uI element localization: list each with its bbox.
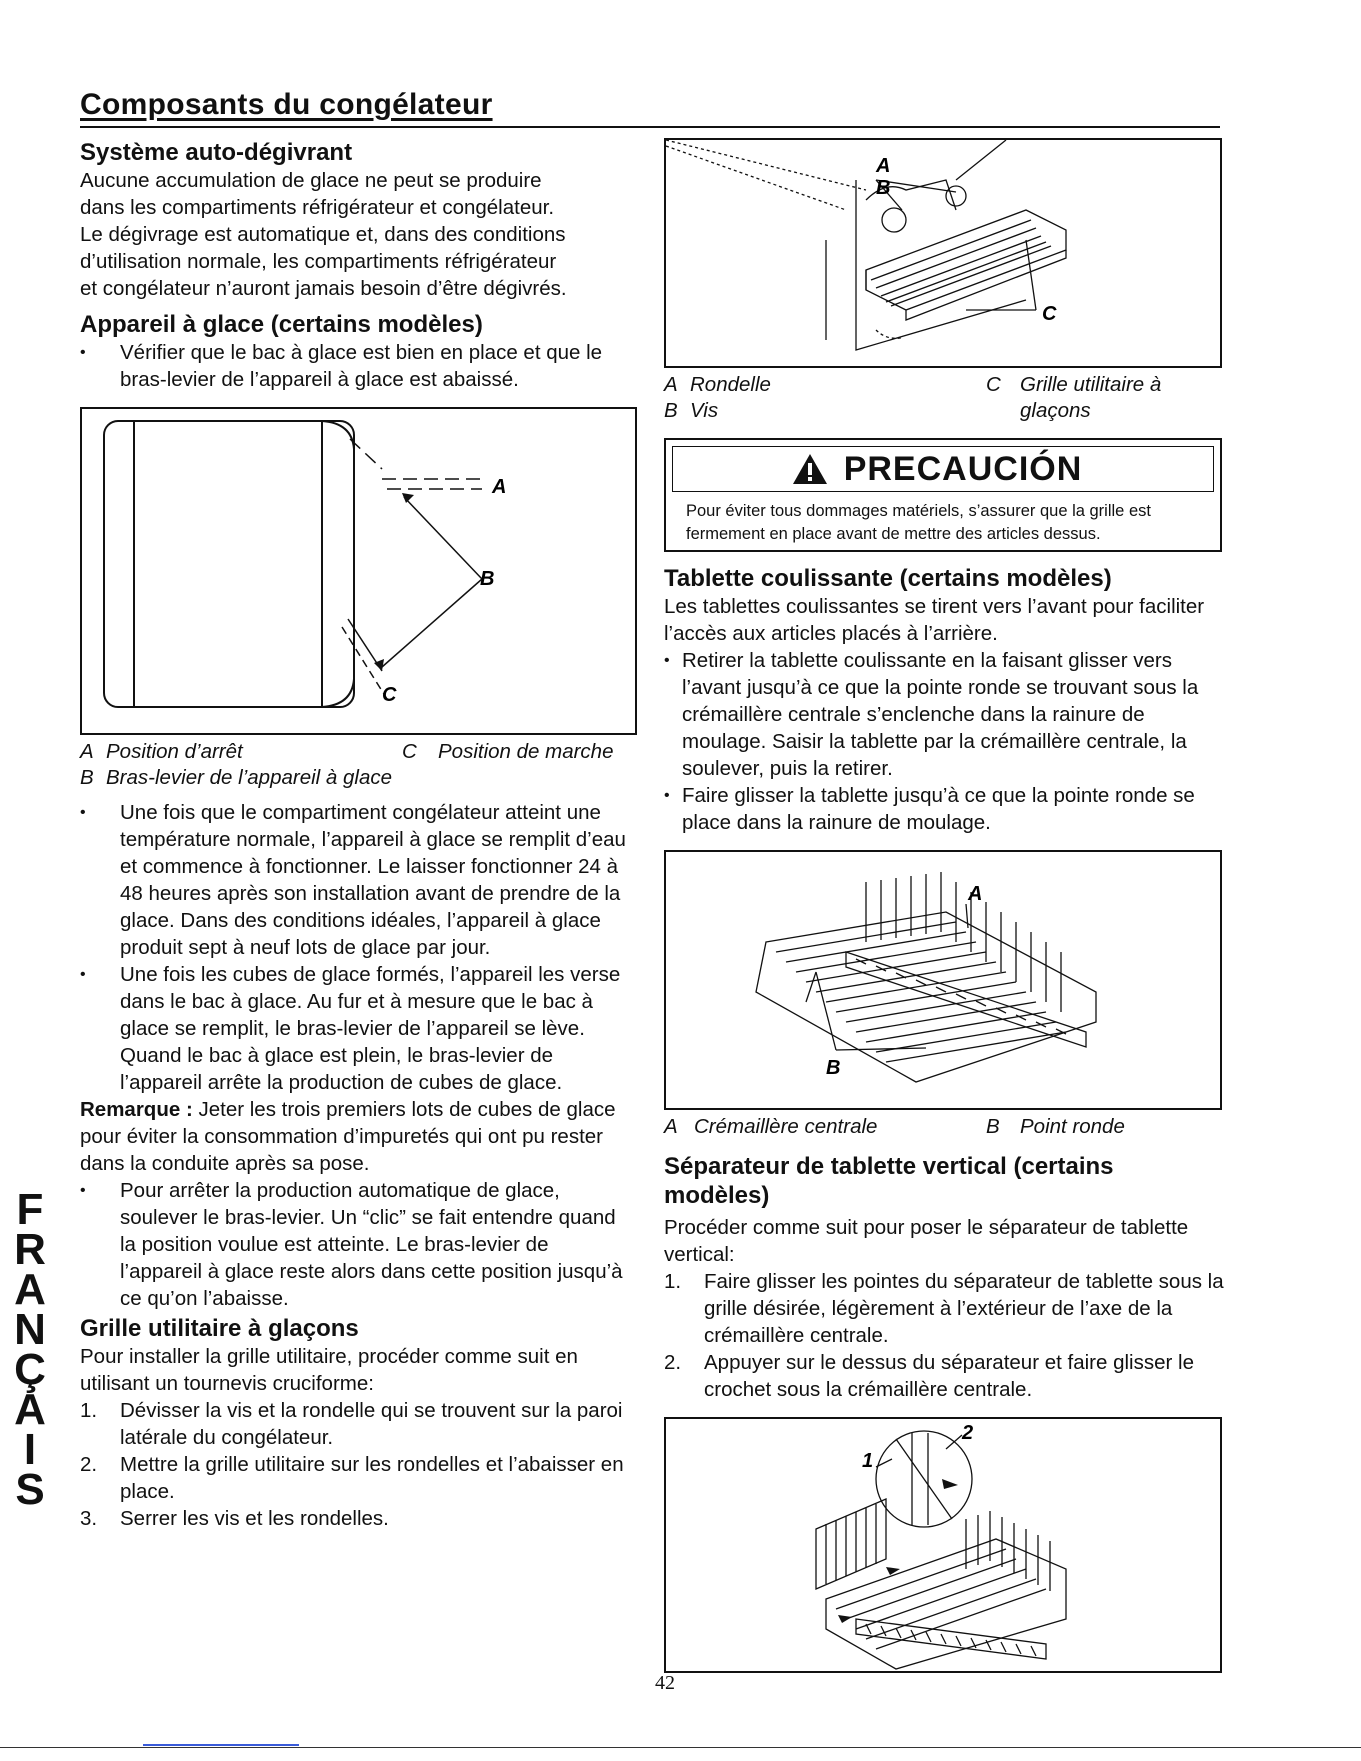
divider-step-2-number: 2. bbox=[664, 1351, 682, 1374]
ice-maker-illustration bbox=[82, 409, 635, 733]
sliding-shelf-bullet-2: • Faire glisser la tablette jusqu’à ce que la pointe ronde se place dans la rainure de moulage. bbox=[664, 782, 1224, 836]
auto-defrost-line-1: Aucune accumulation de glace ne peut se produire bbox=[80, 169, 542, 192]
divider-fig-label-2: 2 bbox=[962, 1422, 974, 1444]
ice-fig-label-b: B bbox=[480, 568, 495, 590]
divider-fig-label-1: 1 bbox=[862, 1450, 874, 1472]
sliding-shelf-legend bbox=[664, 1114, 1224, 1140]
rack-legend-c-text-1: Grille utilitaire à bbox=[1020, 373, 1162, 396]
ice-legend-a-text: Position d’arrêt bbox=[106, 740, 243, 763]
shelf-legend-a-letter: A bbox=[664, 1115, 678, 1138]
ice-maker-bullet-4: • Pour arrêter la production automatique de glace, soulever le bras-levier. Un “clic” se fait entendre quand la position voulue est atteinte. Le bras-levier de l’appareil à glace reste alors dans cette position jusqu’à ce qu’on l’abaisse. bbox=[80, 1177, 635, 1312]
divider-intro: Procéder comme suit pour poser le séparateur de tablette vertical: bbox=[664, 1216, 1189, 1266]
auto-defrost-line-4: d’utilisation normale, les compartiments réfrigérateur bbox=[80, 250, 557, 273]
warning-triangle-icon bbox=[791, 452, 829, 486]
rack-figure bbox=[664, 138, 1222, 368]
shelf-legend-b-text: Point ronde bbox=[1020, 1115, 1125, 1138]
ice-rack-step-3 bbox=[80, 1505, 635, 1532]
divider-steps bbox=[664, 1268, 1224, 1403]
remark-text: Jeter les trois premiers lots de cubes de glace pour éviter la consommation d’impuretés qui ont pu rester dans la conduite après sa pose. bbox=[80, 1098, 616, 1175]
ice-legend-c-text: Position de marche bbox=[438, 740, 614, 763]
ice-legend-c-letter: C bbox=[402, 740, 417, 763]
ice-maker-bullets-2 bbox=[80, 799, 635, 1096]
sliding-shelf-illustration bbox=[666, 852, 1220, 1108]
ice-rack-step-1-text: Dévisser la vis et la rondelle qui se trouvent sur la paroi latérale du congélateur. bbox=[120, 1399, 623, 1449]
side-tab-letter-8: S bbox=[15, 1465, 45, 1514]
rack-legend-b-text: Vis bbox=[690, 399, 719, 422]
side-tab-letter-4: N bbox=[14, 1305, 46, 1354]
divider-illustration bbox=[666, 1419, 1220, 1671]
page-number: 42 bbox=[655, 1672, 675, 1694]
rack-legend-a-text: Rondelle bbox=[690, 373, 771, 396]
remark-label: Remarque : bbox=[80, 1098, 193, 1121]
auto-defrost-line-5: et congélateur n’auront jamais besoin d’être dégivrés. bbox=[80, 277, 567, 300]
side-tab-letter-7: I bbox=[23, 1425, 37, 1474]
right-column bbox=[664, 138, 1224, 1673]
shelf-fig-label-a: A bbox=[968, 883, 983, 905]
sliding-shelf-intro: Les tablettes coulissantes se tirent vers l’avant pour faciliter l’accès aux articles placés à l’arrière. bbox=[664, 595, 1205, 645]
rack-legend-b-letter: B bbox=[664, 399, 678, 422]
bottom-rule bbox=[0, 1747, 1361, 1748]
divider-step-2 bbox=[664, 1349, 1224, 1403]
shelf-legend-a-text: Crémaillère centrale bbox=[694, 1115, 878, 1138]
ice-maker-bullets-3 bbox=[80, 1177, 635, 1312]
left-column bbox=[80, 138, 635, 1532]
divider-step-2-text: Appuyer sur le dessus du séparateur et faire glisser le crochet sous la crémaillère centrale. bbox=[704, 1351, 1194, 1401]
side-tab-letter-5: Ç bbox=[14, 1345, 46, 1394]
ice-maker-bullet-2: • Une fois que le compartiment congélateur atteint une température normale, l’appareil à glace se remplit d’eau et commence à fonctionner. Le laisser fonctionner 24 à 48 heures après son installation avant de prendre de la glace. Dans des conditions idéales, l’appareil à glace produit sept à neuf lots de glace par jour. bbox=[80, 799, 635, 961]
ice-rack-step-2-text: Mettre la grille utilitaire sur les rondelles et l’abaisser en place. bbox=[120, 1453, 624, 1503]
ice-maker-bullet-3: • Une fois les cubes de glace formés, l’appareil les verse dans le bac à glace. Au fur et à mesure que le bac à glace se remplit, le bras-levier de l’appareil se lève. Quand le bac à glace est plein, le bras-levier de l’appareil arrête la production de cubes de glace. bbox=[80, 961, 635, 1096]
ice-rack-intro: Pour installer la grille utilitaire, procéder comme suit en utilisant un tournevis cruciforme: bbox=[80, 1345, 578, 1395]
ice-maker-heading: Appareil à glace (certains modèles) bbox=[80, 311, 483, 338]
divider-step-1-number: 1. bbox=[664, 1270, 682, 1293]
ice-rack-step-1-number: 1. bbox=[80, 1399, 98, 1422]
bottom-link-bar bbox=[143, 1744, 299, 1746]
ice-maker-remark bbox=[80, 1096, 635, 1177]
rack-illustration bbox=[666, 140, 1220, 366]
divider-step-1 bbox=[664, 1268, 1224, 1349]
divider-figure bbox=[664, 1417, 1222, 1673]
ice-rack-step-2 bbox=[80, 1451, 635, 1505]
side-tab-letter-3: A bbox=[14, 1265, 46, 1314]
ice-rack-step-2-number: 2. bbox=[80, 1453, 98, 1476]
ice-maker-figure bbox=[80, 407, 637, 735]
ice-rack-heading: Grille utilitaire à glaçons bbox=[80, 1315, 359, 1342]
divider-heading: Séparateur de tablette vertical (certains modèles) bbox=[664, 1153, 1114, 1209]
caution-text: Pour éviter tous dommages matériels, s’assurer que la grille est fermement en place avant de mettre des articles dessus. bbox=[686, 502, 1151, 543]
ice-maker-bullets-1 bbox=[80, 339, 635, 393]
ice-rack-steps bbox=[80, 1397, 635, 1532]
ice-legend-b-text: Bras-levier de l’appareil à glace bbox=[106, 766, 393, 789]
sliding-shelf-heading: Tablette coulissante (certains modèles) bbox=[664, 565, 1112, 592]
side-tab-letter-2: R bbox=[14, 1225, 46, 1274]
caution-header bbox=[672, 446, 1214, 492]
shelf-legend-b-letter: B bbox=[986, 1115, 1000, 1138]
ice-maker-legend bbox=[80, 739, 635, 791]
ice-maker-bullet-1: • Vérifier que le bac à glace est bien en place et que le bras-levier de l’appareil à glace est abaissé. bbox=[80, 339, 635, 393]
title-rule bbox=[80, 126, 1220, 128]
auto-defrost-line-2: dans les compartiments réfrigérateur et congélateur. bbox=[80, 196, 555, 219]
ice-fig-label-c: C bbox=[382, 684, 397, 706]
ice-rack-step-3-text: Serrer les vis et les rondelles. bbox=[120, 1507, 389, 1530]
rack-legend-c-text-2: glaçons bbox=[1020, 399, 1091, 422]
side-tab-letter-1: F bbox=[16, 1185, 44, 1234]
rack-legend-a-letter: A bbox=[664, 373, 678, 396]
ice-legend-a-letter: A bbox=[80, 740, 94, 763]
shelf-fig-label-b: B bbox=[826, 1057, 841, 1079]
sliding-shelf-bullets bbox=[664, 647, 1224, 836]
divider-step-1-text: Faire glisser les pointes du séparateur de tablette sous la grille désirée, légèrement à l’extérieur de l’axe de la crémaillère centrale. bbox=[704, 1270, 1224, 1347]
ice-fig-label-a: A bbox=[492, 476, 507, 498]
auto-defrost-heading: Système auto-dégivrant bbox=[80, 139, 353, 166]
rack-fig-label-a: A bbox=[876, 155, 891, 177]
auto-defrost-line-3: Le dégivrage est automatique et, dans des conditions bbox=[80, 223, 566, 246]
sliding-shelf-bullet-1: • Retirer la tablette coulissante en la faisant glisser vers l’avant jusqu’à ce que la pointe ronde se trouvant sous la crémaillère centrale s’enclenche dans la rainure de moulage. Saisir la tablette par la crémaillère centrale, la soulever, puis la retirer. bbox=[664, 647, 1224, 782]
rack-legend bbox=[664, 372, 1224, 424]
rack-fig-label-c: C bbox=[1042, 303, 1057, 325]
ice-legend-b-letter: B bbox=[80, 766, 94, 789]
rack-fig-label-b: B bbox=[876, 177, 891, 199]
sliding-shelf-figure bbox=[664, 850, 1222, 1110]
side-tab-francais bbox=[0, 1185, 60, 1514]
caution-box bbox=[664, 438, 1222, 552]
rack-legend-c-letter: C bbox=[986, 373, 1001, 396]
ice-rack-step-1 bbox=[80, 1397, 635, 1451]
ice-rack-step-3-number: 3. bbox=[80, 1507, 98, 1530]
page-title: Composants du congélateur bbox=[80, 88, 493, 121]
caution-title: PRECAUCIÓN bbox=[843, 450, 1083, 488]
side-tab-letter-6: A bbox=[14, 1385, 46, 1434]
